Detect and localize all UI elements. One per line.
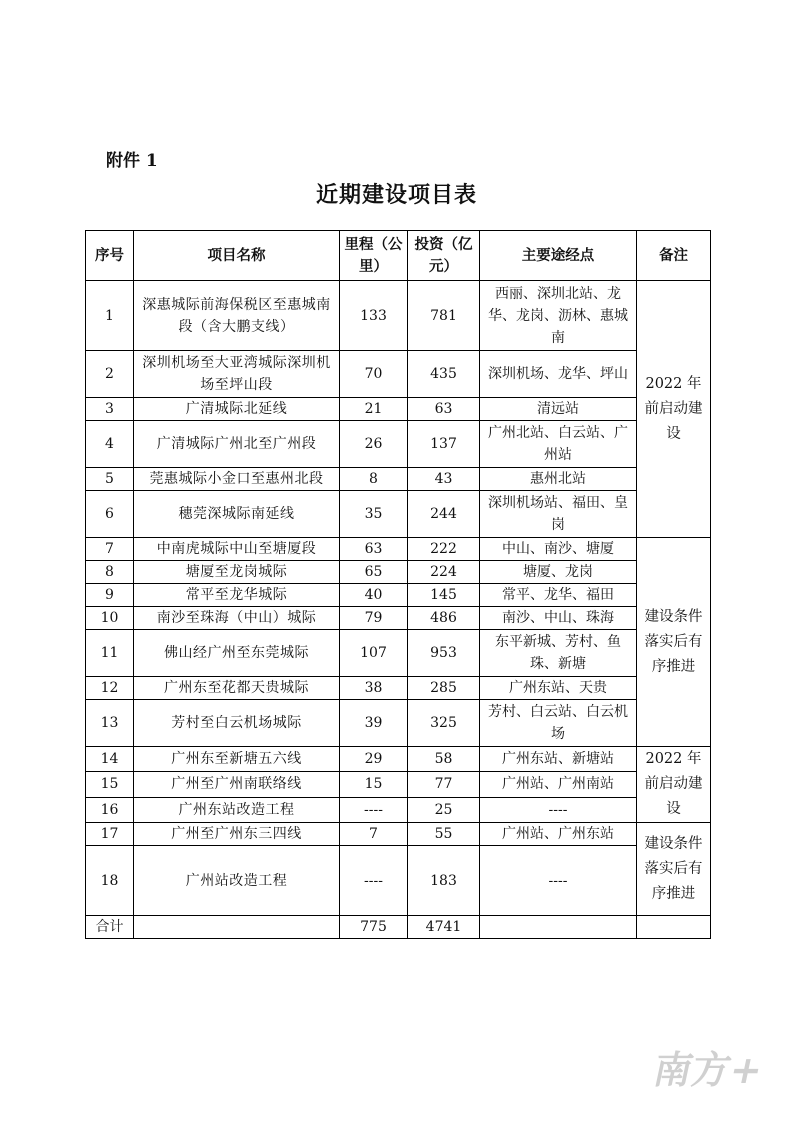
cell-invest: 55	[408, 823, 480, 846]
cell-no: 18	[86, 846, 134, 916]
cell-invest: 285	[408, 677, 480, 700]
cell-mileage: 8	[340, 468, 408, 491]
table-row	[86, 421, 711, 468]
cell-invest: 58	[408, 747, 480, 772]
total-empty	[480, 916, 637, 939]
table-header-row	[86, 231, 711, 281]
cell-mileage: 63	[340, 538, 408, 561]
cell-no: 10	[86, 607, 134, 630]
cell-stations: 中山、南沙、塘厦	[480, 538, 637, 561]
cell-name: 广州站改造工程	[134, 846, 340, 916]
cell-no: 7	[86, 538, 134, 561]
cell-no: 1	[86, 281, 134, 351]
cell-stations: 西丽、深圳北站、龙华、龙岗、沥林、惠城南	[480, 281, 637, 351]
note-cell: 建设条件落实后有序推进	[637, 538, 711, 747]
table-row	[86, 700, 711, 747]
total-empty	[134, 916, 340, 939]
cell-stations: 深圳机场站、福田、皇岗	[480, 491, 637, 538]
total-row	[86, 916, 711, 939]
note-cell: 2022 年前启动建设	[637, 747, 711, 823]
cell-mileage: 40	[340, 584, 408, 607]
project-table	[85, 230, 711, 939]
cell-mileage: 15	[340, 772, 408, 797]
cell-no: 16	[86, 797, 134, 822]
cell-no: 3	[86, 398, 134, 421]
total-invest: 4741	[408, 916, 480, 939]
cell-mileage: 79	[340, 607, 408, 630]
cell-invest: 145	[408, 584, 480, 607]
cell-mileage: ----	[340, 846, 408, 916]
cell-invest: 137	[408, 421, 480, 468]
cell-no: 5	[86, 468, 134, 491]
cell-name: 芳村至白云机场城际	[134, 700, 340, 747]
cell-name: 广清城际北延线	[134, 398, 340, 421]
cell-name: 深惠城际前海保税区至惠城南段（含大鹏支线）	[134, 281, 340, 351]
cell-stations: ----	[480, 846, 637, 916]
cell-invest: 77	[408, 772, 480, 797]
cell-stations: ----	[480, 797, 637, 822]
cell-stations: 南沙、中山、珠海	[480, 607, 637, 630]
total-label: 合计	[86, 916, 134, 939]
cell-name: 塘厦至龙岗城际	[134, 561, 340, 584]
cell-mileage: 35	[340, 491, 408, 538]
table-row	[86, 468, 711, 491]
cell-no: 4	[86, 421, 134, 468]
cell-invest: 183	[408, 846, 480, 916]
header-no: 序号	[86, 231, 134, 281]
cell-stations: 清远站	[480, 398, 637, 421]
cell-name: 广州东至新塘五六线	[134, 747, 340, 772]
table-row	[86, 747, 711, 772]
cell-invest: 244	[408, 491, 480, 538]
header-name: 项目名称	[134, 231, 340, 281]
cell-no: 17	[86, 823, 134, 846]
cell-no: 6	[86, 491, 134, 538]
cell-invest: 953	[408, 630, 480, 677]
cell-no: 11	[86, 630, 134, 677]
table-row	[86, 281, 711, 351]
cell-invest: 435	[408, 351, 480, 398]
cell-name: 广州至广州东三四线	[134, 823, 340, 846]
table-row	[86, 538, 711, 561]
table-row	[86, 561, 711, 584]
cell-invest: 43	[408, 468, 480, 491]
cell-name: 深圳机场至大亚湾城际深圳机场至坪山段	[134, 351, 340, 398]
cell-no: 8	[86, 561, 134, 584]
cell-no: 14	[86, 747, 134, 772]
cell-name: 广州至广州南联络线	[134, 772, 340, 797]
cell-mileage: 21	[340, 398, 408, 421]
cell-mileage: 29	[340, 747, 408, 772]
page-title: 近期建设项目表	[315, 182, 477, 208]
cell-stations: 芳村、白云站、白云机场	[480, 700, 637, 747]
total-empty	[637, 916, 711, 939]
cell-name: 常平至龙华城际	[134, 584, 340, 607]
cell-invest: 224	[408, 561, 480, 584]
cell-no: 13	[86, 700, 134, 747]
header-invest: 投资（亿元）	[408, 231, 480, 281]
cell-stations: 惠州北站	[480, 468, 637, 491]
cell-no: 2	[86, 351, 134, 398]
cell-name: 广州东站改造工程	[134, 797, 340, 822]
cell-name: 穗莞深城际南延线	[134, 491, 340, 538]
cell-mileage: 39	[340, 700, 408, 747]
cell-name: 南沙至珠海（中山）城际	[134, 607, 340, 630]
cell-name: 佛山经广州至东莞城际	[134, 630, 340, 677]
header-stations: 主要途经点	[480, 231, 637, 281]
cell-no: 15	[86, 772, 134, 797]
attachment-label: 附件 1	[106, 151, 158, 171]
note-cell: 2022 年前启动建设	[637, 281, 711, 538]
cell-name: 中南虎城际中山至塘厦段	[134, 538, 340, 561]
cell-stations: 广州东站、天贵	[480, 677, 637, 700]
header-mileage: 里程（公里）	[340, 231, 408, 281]
cell-invest: 781	[408, 281, 480, 351]
cell-stations: 东平新城、芳村、鱼珠、新塘	[480, 630, 637, 677]
cell-no: 9	[86, 584, 134, 607]
table-row	[86, 491, 711, 538]
cell-invest: 222	[408, 538, 480, 561]
table-row	[86, 607, 711, 630]
table-row	[86, 846, 711, 916]
total-mileage: 775	[340, 916, 408, 939]
cell-mileage: 65	[340, 561, 408, 584]
cell-mileage: 107	[340, 630, 408, 677]
cell-mileage: 133	[340, 281, 408, 351]
cell-mileage: ----	[340, 797, 408, 822]
cell-mileage: 26	[340, 421, 408, 468]
table-row	[86, 584, 711, 607]
cell-invest: 486	[408, 607, 480, 630]
cell-no: 12	[86, 677, 134, 700]
cell-stations: 常平、龙华、福田	[480, 584, 637, 607]
table-row	[86, 398, 711, 421]
cell-name: 广清城际广州北至广州段	[134, 421, 340, 468]
table-row	[86, 677, 711, 700]
table-row	[86, 823, 711, 846]
table-row	[86, 351, 711, 398]
watermark-logo: 南方+	[649, 1048, 767, 1092]
table-row	[86, 797, 711, 822]
header-note: 备注	[637, 231, 711, 281]
table-row	[86, 630, 711, 677]
cell-name: 莞惠城际小金口至惠州北段	[134, 468, 340, 491]
cell-invest: 325	[408, 700, 480, 747]
cell-stations: 塘厦、龙岗	[480, 561, 637, 584]
cell-mileage: 70	[340, 351, 408, 398]
cell-stations: 广州东站、新塘站	[480, 747, 637, 772]
note-cell: 建设条件落实后有序推进	[637, 823, 711, 916]
cell-invest: 63	[408, 398, 480, 421]
cell-stations: 广州站、广州南站	[480, 772, 637, 797]
cell-invest: 25	[408, 797, 480, 822]
cell-mileage: 7	[340, 823, 408, 846]
cell-name: 广州东至花都天贵城际	[134, 677, 340, 700]
cell-mileage: 38	[340, 677, 408, 700]
cell-stations: 广州北站、白云站、广州站	[480, 421, 637, 468]
table-row	[86, 772, 711, 797]
cell-stations: 深圳机场、龙华、坪山	[480, 351, 637, 398]
cell-stations: 广州站、广州东站	[480, 823, 637, 846]
